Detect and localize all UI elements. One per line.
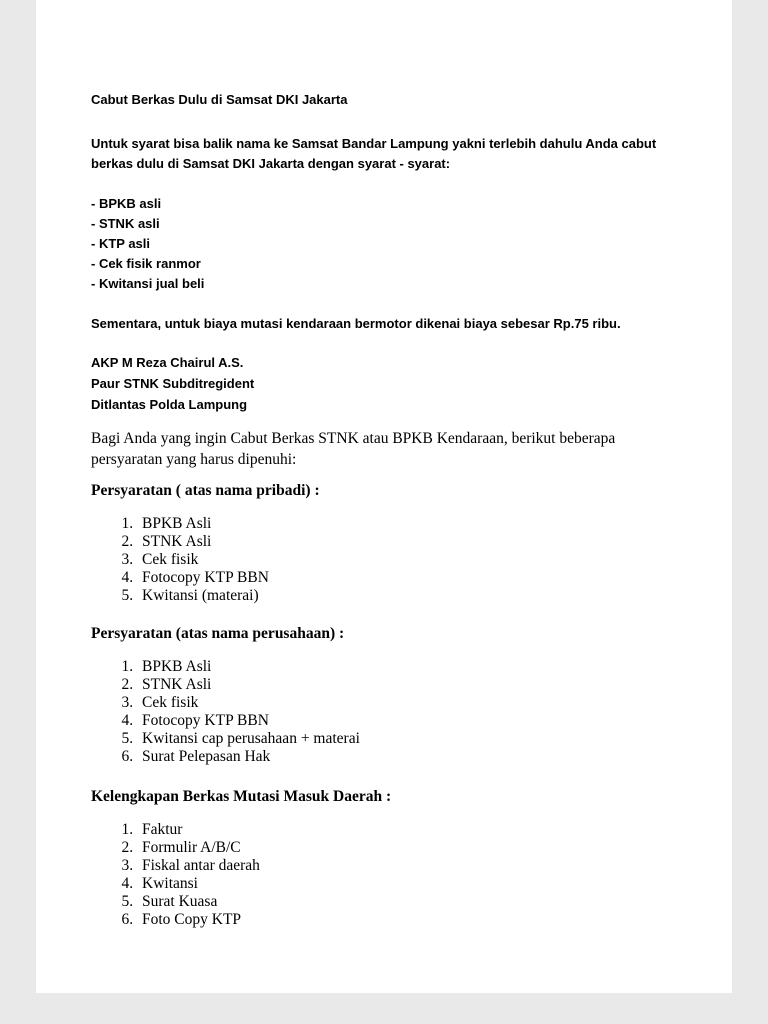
- signature-block: [91, 352, 688, 415]
- document-content: [36, 0, 732, 929]
- list-item: 3. Fiskal antar daerah: [137, 857, 688, 875]
- document-title: Cabut Berkas Dulu di Samsat DKI Jakarta: [91, 92, 348, 107]
- signature-unit: Ditlantas Polda Lampung: [91, 397, 248, 412]
- list-item: 2. STNK Asli: [137, 676, 688, 694]
- list-item: 2. STNK Asli: [137, 533, 688, 551]
- signature-title: Paur STNK Subditregident: [91, 376, 255, 391]
- intro-paragraph: Untuk syarat bisa balik nama ke Samsat Bandar Lampung yakni terlebih dahulu Anda cabut berkas dulu di Samsat DKI Jakarta dengan syarat - syarat:: [91, 136, 657, 171]
- heading-company-requirements: Persyaratan (atas nama perusahaan) :: [91, 625, 345, 642]
- list-item: 1. BPKB Asli: [137, 515, 688, 533]
- list-item: 4. Fotocopy KTP BBN: [137, 569, 688, 587]
- list-item: 2. Formulir A/B/C: [137, 839, 688, 857]
- requirement-list: [91, 194, 688, 294]
- list-item: 4. Kwitansi: [137, 875, 688, 893]
- list-item: 1. BPKB Asli: [137, 658, 688, 676]
- list-item: 4. Fotocopy KTP BBN: [137, 712, 688, 730]
- mutation-documents-list: [91, 821, 688, 929]
- list-item: 5. Kwitansi cap perusahaan + materai: [137, 730, 688, 748]
- list-item: 5. Kwitansi (materai): [137, 587, 688, 605]
- list-item: 6. Foto Copy KTP: [137, 911, 688, 929]
- list-item: 1. Faktur: [137, 821, 688, 839]
- company-requirements-list: [91, 658, 688, 766]
- requirement-item: - Cek fisik ranmor: [91, 256, 201, 271]
- requirement-item: - BPKB asli: [91, 196, 162, 211]
- document-page: [36, 0, 732, 993]
- list-item: 6. Surat Pelepasan Hak: [137, 748, 688, 766]
- list-item: 3. Cek fisik: [137, 694, 688, 712]
- requirement-item: - Kwitansi jual beli: [91, 276, 205, 291]
- signature-name: AKP M Reza Chairul A.S.: [91, 355, 244, 370]
- fee-note: Sementara, untuk biaya mutasi kendaraan bermotor dikenai biaya sebesar Rp.75 ribu.: [91, 316, 621, 331]
- personal-requirements-list: [91, 515, 688, 605]
- heading-personal-requirements: Persyaratan ( atas nama pribadi) :: [91, 482, 320, 499]
- list-item: 3. Cek fisik: [137, 551, 688, 569]
- requirement-item: - KTP asli: [91, 236, 151, 251]
- heading-mutation-documents: Kelengkapan Berkas Mutasi Masuk Daerah :: [91, 788, 392, 805]
- serif-intro-paragraph: Bagi Anda yang ingin Cabut Berkas STNK atau BPKB Kendaraan, berikut beberapa persyaratan yang harus dipenuhi:: [91, 430, 616, 468]
- list-item: 5. Surat Kuasa: [137, 893, 688, 911]
- requirement-item: - STNK asli: [91, 216, 160, 231]
